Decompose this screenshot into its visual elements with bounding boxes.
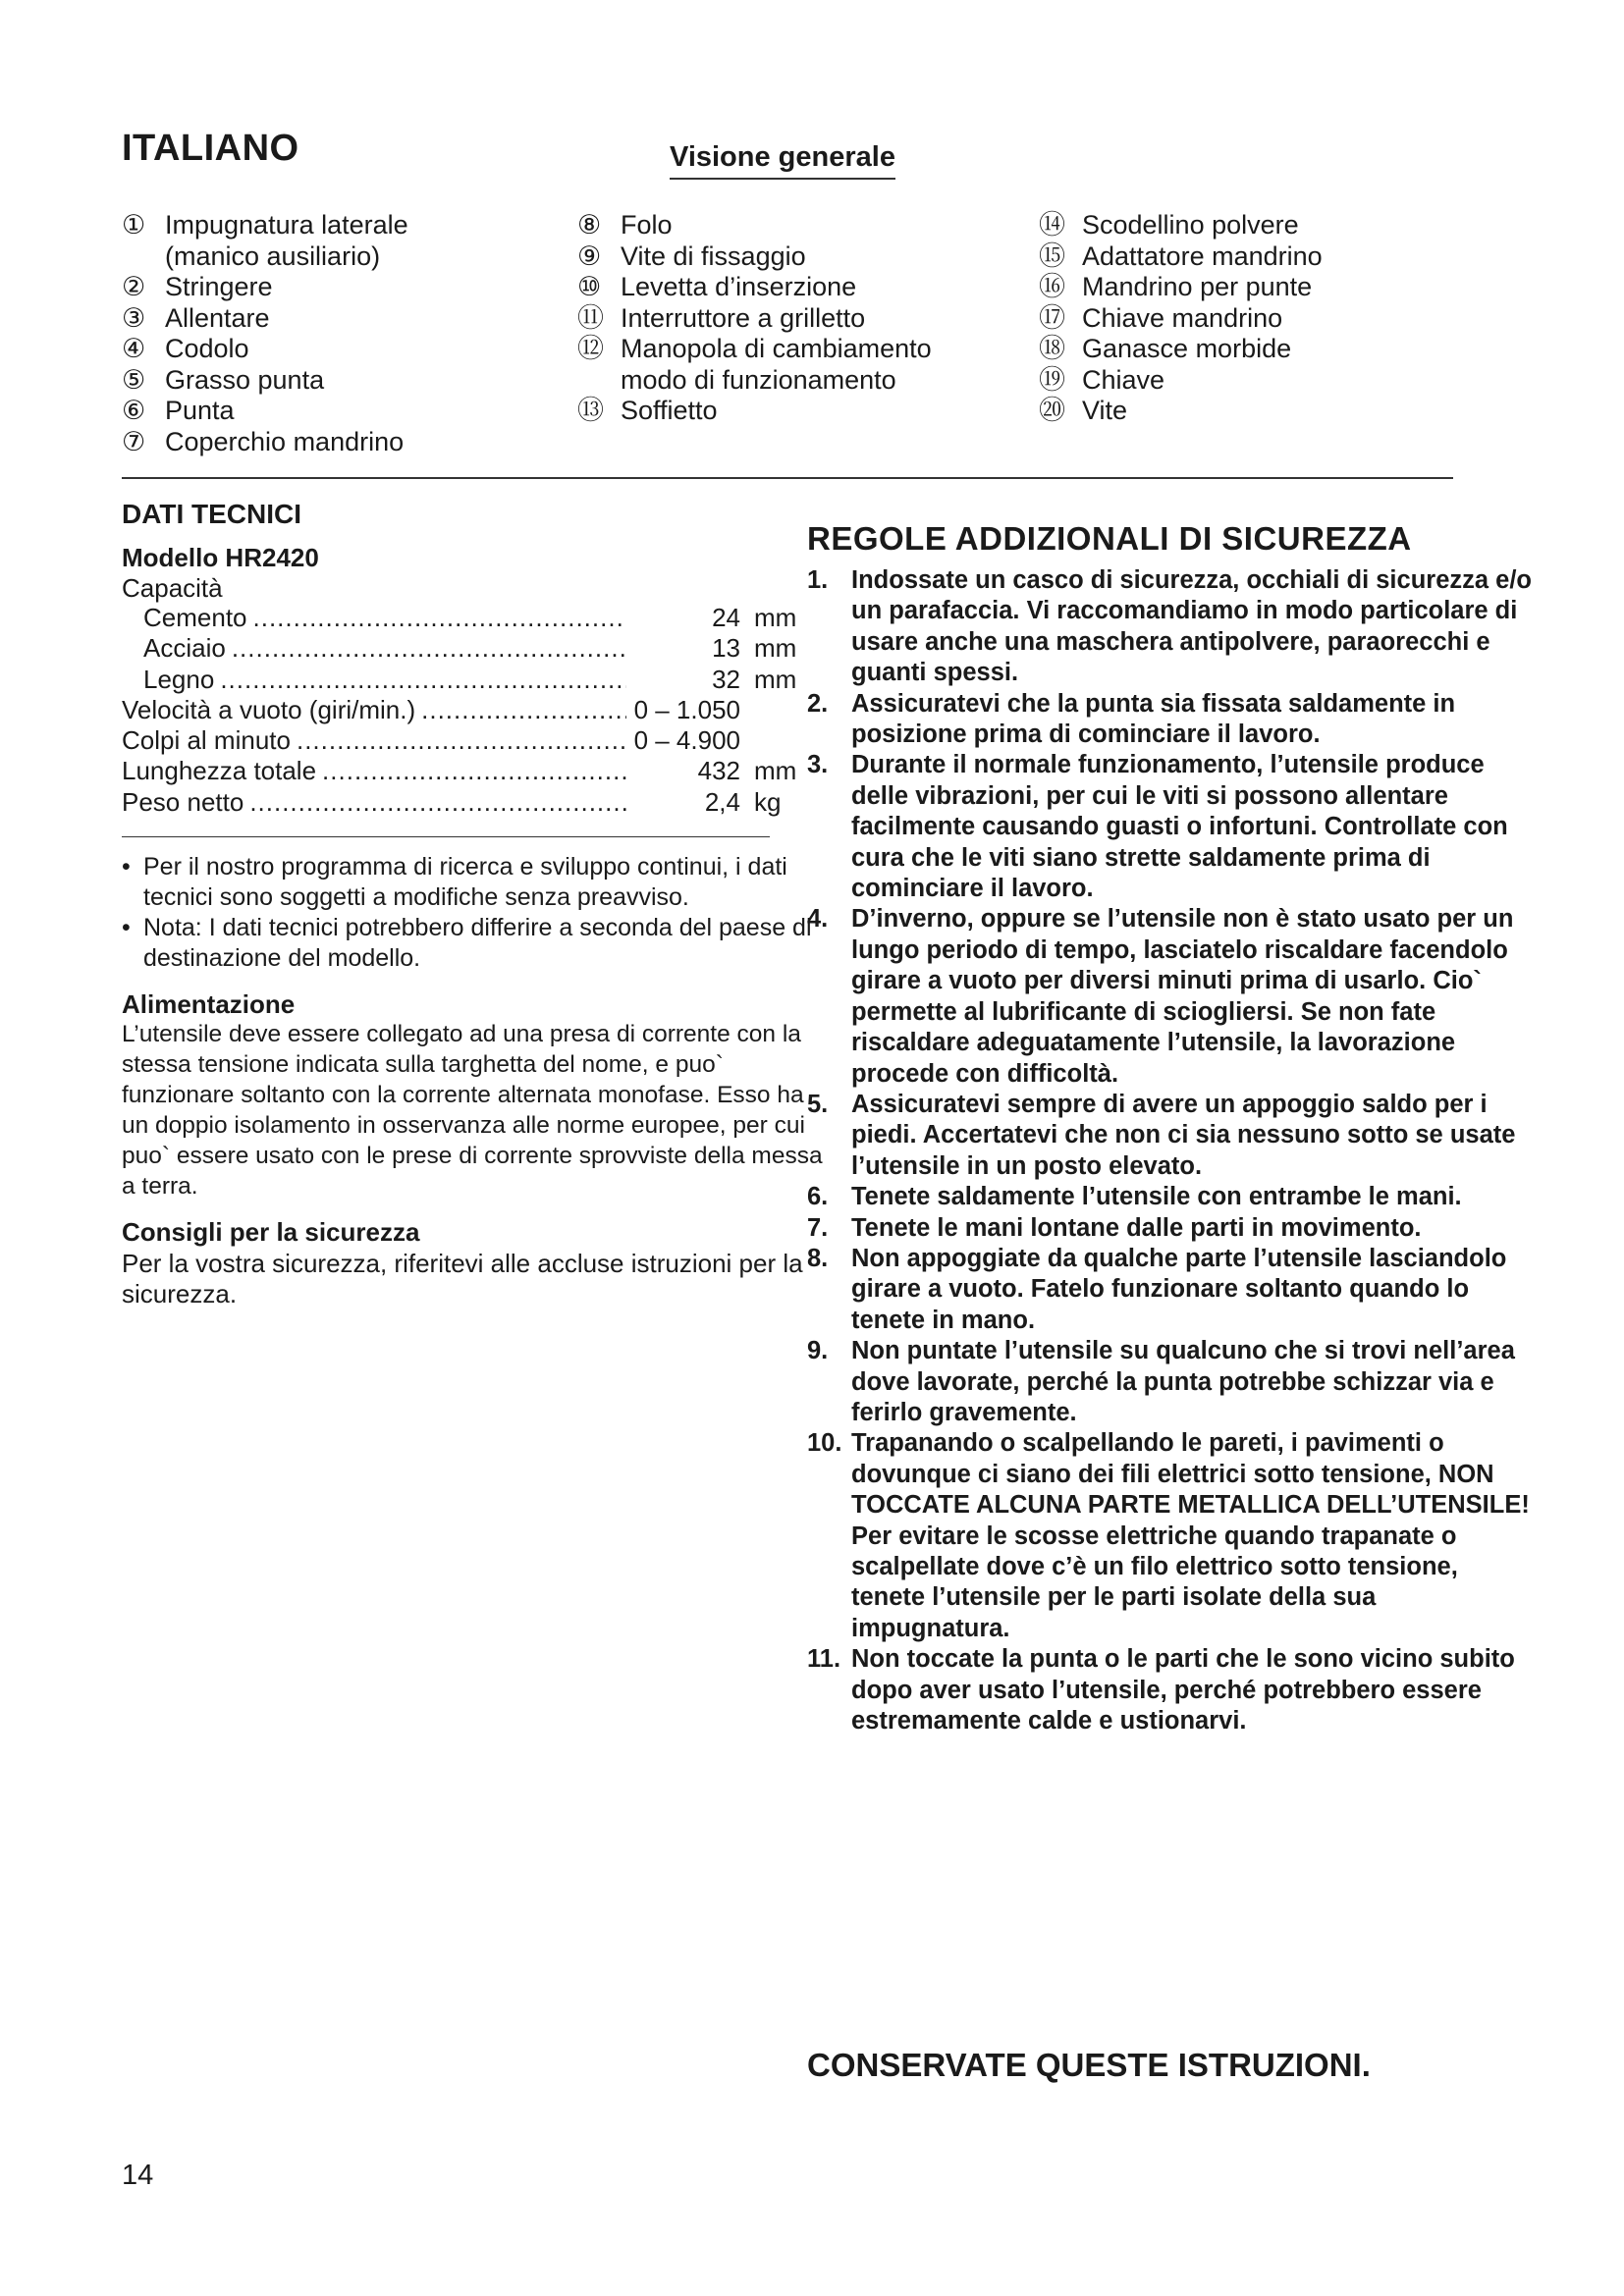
leader-dots [220,665,626,695]
rule-item [807,1090,1534,1182]
legend-label: Scodellino polvere [1082,210,1299,240]
legend-item [1039,396,1471,427]
spec-label: Peso netto [122,786,244,817]
legend-label: Levetta d’inserzione [621,272,857,301]
section-divider [122,477,1453,479]
legend-number: ⑨ [577,240,602,271]
overview-title: Visione generale [670,141,895,180]
legend-number: ④ [122,334,146,363]
legend-item [122,272,554,303]
legend-item [122,365,554,397]
bullet-icon: • [122,853,131,881]
leader-dots [253,603,627,633]
legend-number: ⑱ [1039,334,1065,363]
legend-label: Codolo [165,334,249,363]
rule-item [807,904,1534,1089]
rule-item [807,1428,1534,1644]
rule-text: Non appoggiate da qualche parte l’utensile lasciandolo girare a vuoto. Fatelo funzionare soltanto quando lo tenete in mano. [851,1244,1507,1334]
legend-label: Punta [165,396,235,425]
legend-label: Chiave [1082,364,1165,395]
spec-row [122,787,799,818]
spec-unit: mm [754,603,797,632]
legend-number: ⑩ [577,272,602,301]
legend-label: Mandrino per punte [1082,272,1313,301]
rule-number: 7. [807,1213,829,1242]
legend-label: Vite di fissaggio [621,240,806,271]
leader-dots [421,695,626,725]
legend-column-1 [122,210,554,457]
rule-number: 4. [807,905,829,934]
legend-item [577,303,1009,335]
legend-label-continued: modo di funzionamento [621,364,896,395]
spec-unit: mm [754,664,797,694]
rule-number: 9. [807,1337,829,1365]
leader-dots [249,787,626,818]
model-name: Modello HR2420 [122,543,319,572]
rule-item [807,1644,1534,1736]
leader-dots [297,725,626,756]
spec-notes [122,852,829,974]
rule-item [807,689,1534,751]
legend-number: ③ [122,302,146,333]
rule-text: Durante il normale funzionamento, l’utensile produce delle vibrazioni, per cui le viti si possono allentare facilmente causando guasti o infortuni. Controllate con cura che le viti siano strette saldamente prima di cominciare il lavoro. [851,751,1508,903]
section-language-title: ITALIANO [122,128,299,169]
spec-row [122,695,799,725]
spec-row [122,665,799,695]
spec-value: 13 [712,633,740,664]
legend-number: ① [122,210,146,240]
spec-row [122,603,799,633]
legend-label: Manopola di cambiamento [621,334,932,363]
legend-number: ⑮ [1039,240,1065,271]
spec-row [122,633,799,664]
legend-label: Stringere [165,272,273,301]
legend-item [122,303,554,335]
spec-note [122,913,829,974]
rule-text: Tenete le mani lontane dalle parti in movimento. [851,1213,1422,1242]
page-number: 14 [122,2160,154,2191]
legend-label: Adattatore mandrino [1082,240,1323,271]
legend-label: Grasso punta [165,364,325,395]
legend-item [577,396,1009,427]
legend-item [122,210,554,241]
spec-value: 2,4 [704,786,740,817]
legend-number: ⑧ [577,210,602,240]
legend-item [577,334,1009,365]
bullet-icon: • [122,914,131,941]
legend-label: Vite [1082,396,1128,425]
legend-number: ⑥ [122,396,146,425]
power-supply-text: L’utensile deve essere collegato ad una presa di corrente con la stessa tensione indicata sulla targhetta del nome, e puo` funzionare soltanto con la corrente alternata monofase. Esso ha un doppio isolamento in osservanza alle norme europee, per cui puo` essere usato con le prese di corrente sprovviste della messa a terra. [122,1021,823,1200]
keep-instructions-notice: CONSERVATE QUESTE ISTRUZIONI. [807,2047,1371,2083]
legend-item [577,210,1009,241]
spec-label: Acciaio [143,633,226,664]
safety-rules-list [807,565,1534,1736]
note-text: Per il nostro programma di ricerca e sviluppo continui, i dati tecnici sono soggetti a modifiche senza preavviso. [143,853,787,911]
legend-column-2 [577,210,1009,427]
spec-unit: kg [754,786,782,817]
rule-text: Non puntate l’utensile su qualcuno che si trovi nell’area dove lavorate, perché la punta potrebbe schizzar via e ferirlo gravemente. [851,1337,1515,1426]
note-text: Nota: I dati tecnici potrebbero differire a seconda del paese di destinazione del modello. [143,914,812,972]
legend-item [577,272,1009,303]
capacity-label: Capacità [122,573,223,603]
rule-text: Assicuratevi che la punta sia fissata saldamente in posizione prima di cominciare il lavoro. [851,689,1456,749]
spec-value: 0 – 4.900 [633,725,740,756]
legend-number: ⑬ [577,396,604,425]
rule-item [807,750,1534,904]
rule-text: Non toccate la punta o le parti che le sono vicino subito dopo aver usato l’utensile, perché potrebbero essere estremamente calde e ustionarvi. [851,1645,1515,1735]
legend-item [1039,365,1471,397]
rule-number: 1. [807,566,829,594]
legend-item [1039,241,1471,273]
legend-label-continued: (manico ausiliario) [165,240,381,271]
legend-label: Impugnatura laterale [165,210,408,240]
specs-table [122,603,799,818]
spec-label: Cemento [143,603,247,632]
rule-text: D’inverno, oppure se l’utensile non è stato usato per un lungo periodo di tempo, lasciatelo riscaldare facendolo girare a vuoto per diversi minuti prima di usarlo. Cio` permette al lubrificante di sciogliersi. Se non fate riscaldare adeguatamente l’utensile, la lavorazione procede con difficoltà. [851,905,1514,1088]
legend-number: ⑰ [1039,302,1065,333]
legend-number: ⑲ [1039,364,1065,395]
spec-value: 0 – 1.050 [633,694,740,724]
legend-label: Coperchio mandrino [165,426,405,456]
rule-text: Trapanando o scalpellando le pareti, i pavimenti o dovunque ci siano dei fili elettrici sotto tensione, NON TOCCATE ALCUNA PARTE METALLICA DELL’UTENSILE! Per evitare le scosse elettriche quando trapanate o scalpellate dove c’è un filo elettrico sotto tensione, tenete l’utensile per le parti isolate della sua impugnatura. [851,1429,1530,1642]
spec-row [122,725,799,756]
legend-label: Folo [621,210,673,240]
leader-dots [232,633,626,664]
spec-label: Lunghezza totale [122,756,317,786]
specs-title: DATI TECNICI [122,499,302,529]
spec-label: Velocità a vuoto (giri/min.) [122,694,416,724]
spec-unit: mm [754,633,797,664]
legend-number: ⑪ [577,302,604,333]
rule-number: 2. [807,689,829,718]
rule-number: 11. [807,1645,841,1674]
rule-text: Indossate un casco di sicurezza, occhiali di sicurezza e/o un parafaccia. Vi raccomandiamo in modo particolare di usare anche una maschera antipolvere, paraorecchi e guanti spessi. [851,566,1532,687]
safety-tips-title: Consigli per la sicurezza [122,1217,420,1247]
legend-number: ⑦ [122,426,146,456]
legend-item [122,427,554,458]
legend-item [577,241,1009,273]
rule-text: Assicuratevi sempre di avere un appoggio saldo per i piedi. Accertatevi che non ci sia nessuno sotto se usate l’utensile in un posto elevato. [851,1090,1516,1180]
rule-number: 3. [807,751,829,779]
rule-text: Tenete saldamente l’utensile con entrambe le mani. [851,1183,1462,1211]
safety-tips-text: Per la vostra sicurezza, riferitevi alle accluse istruzioni per la sicurezza. [122,1249,803,1308]
rule-number: 10. [807,1429,842,1458]
legend-item [1039,334,1471,365]
spec-value: 32 [712,664,740,694]
legend-label: Ganasce morbide [1082,334,1292,363]
rule-item [807,1182,1534,1212]
legend-label: Interruttore a grilletto [621,302,866,333]
spec-note [122,852,829,913]
rule-number: 8. [807,1244,829,1272]
legend-item [1039,303,1471,335]
legend-number: ⑳ [1039,396,1065,425]
legend-item [1039,272,1471,303]
legend-item [122,334,554,365]
spec-label: Colpi al minuto [122,725,291,756]
spec-label: Legno [143,664,215,694]
legend-number: ⑯ [1039,272,1065,301]
rule-item [807,1213,1534,1244]
power-supply-title: Alimentazione [122,989,296,1019]
legend-item [1039,210,1471,241]
legend-number: ⑫ [577,334,604,363]
specs-divider [122,836,770,837]
legend-label: Allentare [165,302,270,333]
rule-number: 5. [807,1090,829,1118]
rule-item [807,565,1534,689]
legend-label: Soffietto [621,396,718,425]
legend-number: ② [122,272,146,301]
spec-row [122,756,799,786]
leader-dots [322,756,626,786]
legend-number: ⑭ [1039,210,1065,240]
legend-number: ⑤ [122,364,146,395]
rule-number: 6. [807,1183,829,1211]
legend-column-3 [1039,210,1471,427]
spec-unit: mm [754,756,797,786]
legend-label: Chiave mandrino [1082,302,1283,333]
spec-value: 432 [697,756,740,786]
spec-value: 24 [712,603,740,632]
rule-item [807,1244,1534,1336]
legend-item [122,396,554,427]
rule-item [807,1336,1534,1428]
safety-rules-title: REGOLE ADDIZIONALI DI SICUREZZA [807,520,1412,557]
